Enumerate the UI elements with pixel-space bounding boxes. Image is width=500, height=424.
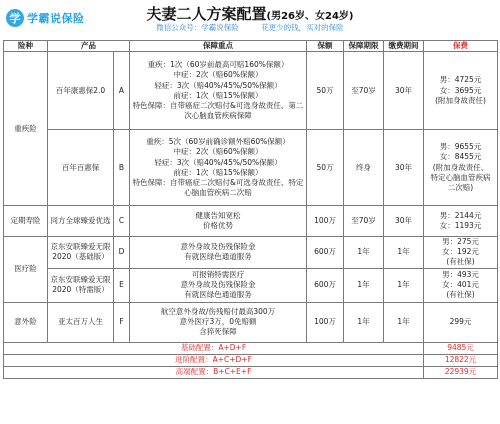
feature-line: 航空意外身故/伤残赔付最高300万 [160,306,276,316]
row-category: 重疾险 [4,52,48,206]
row-amount: 600万 [307,237,344,268]
feature-line: 中症：2次（赔60%保额） [173,147,263,157]
feature-line: 重疾：1次（60岁前最高可赔160%保额） [147,60,289,70]
row-code: C [114,206,130,237]
feature-line: 特色保障：自带癌症二次赔付&可选身故责任、第二次心脑血管疾病保障 [132,100,304,120]
price-line: 299元 [449,316,472,326]
price-line: 男：9655元 [439,142,482,152]
row-features [130,52,307,130]
page-subtitle [0,22,500,33]
price-line: 男：275元 [442,237,479,247]
table-row [4,52,498,130]
row-features [130,237,307,268]
row-features [130,130,307,206]
header-period: 保障期限 [344,41,384,52]
total-row [4,366,498,378]
total-price: 22939元 [424,366,498,378]
feature-line: 有就医绿色通道服务 [184,252,252,262]
row-product: 京东安联臻爱无限2020（特需版） [48,268,114,302]
total-label: 基础配置：A+D+F [4,342,424,354]
feature-line: 健康告知宽松 [195,211,241,220]
price-line: 二次赔) [447,182,474,192]
row-period: 至70岁 [344,206,384,237]
row-category: 意外险 [4,302,48,342]
row-code: D [114,237,130,268]
price-line: 女：1193元 [439,221,482,231]
row-product: 京东安联臻爱无限2020（基础版） [48,237,114,268]
page-title [0,3,500,24]
row-features [130,302,307,342]
header-category: 险种 [4,41,48,52]
row-code: B [114,130,130,206]
price-line: 女：192元 [442,247,479,257]
row-features [130,268,307,302]
logo-text: 学霸说保险 [27,12,85,25]
row-pay: 30年 [384,130,424,206]
row-period: 终身 [344,130,384,206]
row-product: 百年康惠保2.0 [48,52,114,130]
feature-line: 有就医绿色通道服务 [184,290,252,300]
total-row [4,342,498,354]
feature-line: 意外身故及伤残保险金 [180,242,256,252]
total-label: 进阶配置：A+C+D+F [4,354,424,366]
row-pay: 1年 [384,302,424,342]
total-price: 9485元 [424,342,498,354]
price-line: 女：8455元 [439,152,482,162]
subtitle-slogan: 花更少的钱，买对的保险 [261,23,344,32]
price-line: 男：493元 [442,269,479,279]
total-label: 高端配置：B+C+E+F [4,366,424,378]
header-price: 保费 [424,41,498,52]
price-line: 女：3695元 [439,85,482,95]
price-line: (附加身故责任、 [432,162,489,172]
feature-line: 中症：2次（赔60%保额） [173,70,263,80]
title-main: 夫妻二人方案配置 [146,5,267,23]
row-price [424,237,498,268]
row-product: 百年百惠保 [48,130,114,206]
row-pay: 30年 [384,206,424,237]
header-product: 产品 [48,41,130,52]
feature-line: 前症：1次（赔15%保额） [173,90,263,100]
subtitle-account: 微信公众号：学霸说保险 [156,23,239,32]
row-code: F [114,302,130,342]
row-pay: 1年 [384,237,424,268]
row-category: 医疗险 [4,237,48,302]
page-header [0,0,500,40]
row-price [424,206,498,237]
row-price [424,268,498,302]
row-price [424,302,498,342]
row-price [424,52,498,130]
header-amount: 保额 [307,41,344,52]
row-product: 同方全球臻爱优选 [48,206,114,237]
row-amount: 50万 [307,130,344,206]
row-amount: 50万 [307,52,344,130]
row-period: 1年 [344,302,384,342]
price-line: 女：401元 [442,279,479,289]
price-line: 男：2144元 [439,211,482,220]
table-row [4,206,498,237]
header-pay: 缴费期间 [384,41,424,52]
feature-line: 可报销特需医疗 [191,269,245,279]
total-row [4,354,498,366]
price-line: (附加身故责任) [435,95,486,105]
feature-line: 重疾：5次（60岁前确诊额外赔60%保额） [146,137,290,147]
row-pay: 30年 [384,52,424,130]
row-period: 至70岁 [344,52,384,130]
total-price: 12822元 [424,354,498,366]
table-row [4,130,498,206]
row-category: 定期寿险 [4,206,48,237]
table-header-row [4,41,498,52]
plan-table [3,40,498,379]
feature-line: 前症：1次（赔15%保额） [173,167,263,177]
feature-line: 轻症：3次（赔40%/45%/50%保额） [154,157,282,167]
row-product: 亚太百万人生 [48,302,114,342]
feature-line: 意外医疗3万，0免赔额 [179,316,257,326]
row-amount: 100万 [307,206,344,237]
header-features: 保障重点 [130,41,307,52]
price-line: (有社保) [446,290,475,300]
price-line: (有社保) [446,257,475,267]
feature-line: 意外身故及伤残保险金 [180,279,256,289]
row-amount: 600万 [307,268,344,302]
feature-line: 轻症：3次（赔40%/45%/50%保额） [154,80,282,90]
row-period: 1年 [344,237,384,268]
table-row [4,302,498,342]
title-note: (男26岁、女24岁) [266,11,354,22]
price-line: 特定心脑血管疾病 [430,172,491,182]
row-code: E [114,268,130,302]
table-row [4,237,498,268]
logo-icon: 学 [6,9,24,27]
row-pay: 1年 [384,268,424,302]
row-amount: 100万 [307,302,344,342]
feature-line: 价格优势 [203,221,233,231]
row-period: 1年 [344,268,384,302]
feature-line: 含猝死保障 [199,327,237,337]
row-code: A [114,52,130,130]
table-row [4,268,498,302]
row-price [424,130,498,206]
row-features [130,206,307,237]
feature-line: 特色保障：自带癌症二次赔付&可选身故责任、特定心脑血管疾病二次赔 [132,177,304,197]
price-line: 男：4725元 [439,75,482,85]
